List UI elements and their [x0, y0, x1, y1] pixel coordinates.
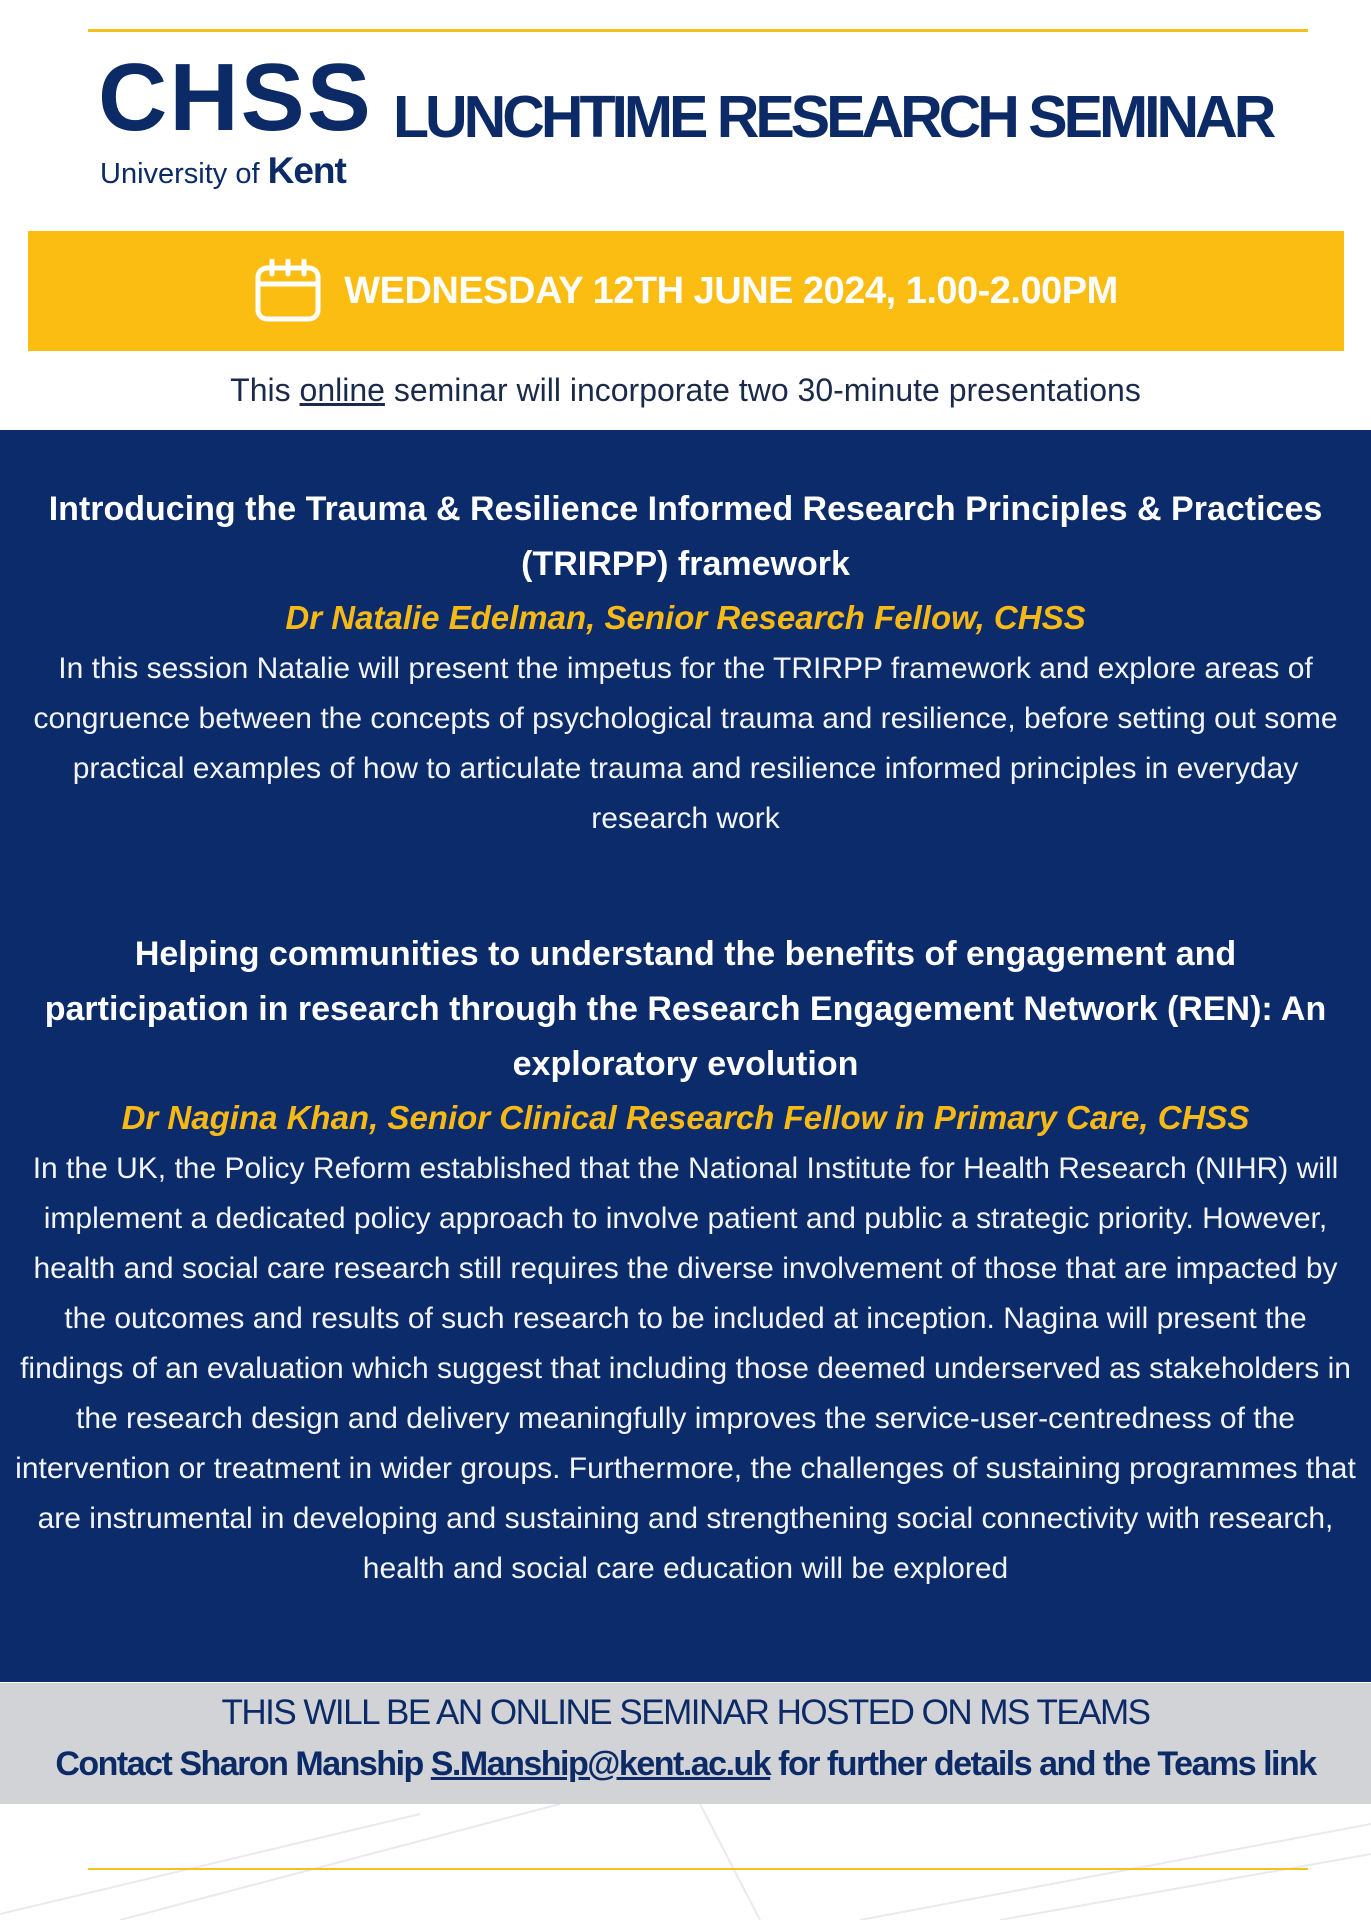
footer-banner [0, 1683, 1371, 1804]
university-prefix: University of [100, 158, 260, 190]
footer-contact [0, 1745, 1371, 1784]
intro-after: seminar will incorporate two 30-minute presentations [384, 372, 1141, 408]
intro-online: online [299, 372, 385, 408]
seminar-date: WEDNESDAY 12TH JUNE 2024, 1.00-2.00PM [344, 269, 1118, 312]
talk-2-speaker: Dr Nagina Khan, Senior Clinical Research Fellow in Primary Care, CHSS [121, 1099, 1250, 1136]
chss-logo: CHSS [98, 44, 373, 151]
bottom-divider [88, 1868, 1308, 1870]
intro-before: This [230, 372, 300, 408]
contact-before: Contact Sharon Manship [55, 1745, 431, 1783]
seminar-title: LUNCHTIME RESEARCH SEMINAR [393, 84, 1273, 150]
top-divider [88, 29, 1308, 32]
calendar-icon [254, 259, 322, 323]
talks-panel [0, 430, 1371, 1682]
talk-2 [0, 927, 1371, 1594]
university-name: Kent [267, 150, 346, 191]
contact-after: for further details and the Teams link [770, 1745, 1316, 1783]
talk-1-title: Introducing the Trauma & Resilience Informed Research Principles & Practices (TRIRPP) framework [48, 490, 1323, 583]
date-banner [28, 231, 1344, 351]
footer-online-notice: THIS WILL BE AN ONLINE SEMINAR HOSTED ON MS TEAMS [221, 1693, 1150, 1732]
talk-1-abstract: In this session Natalie will present the impetus for the TRIRPP framework and explore areas of congruence between the concepts of psychological trauma and resilience, before setting out some practical examples of how to articulate trauma and resilience informed principles in everyday research work [33, 652, 1338, 835]
talk-1 [0, 482, 1371, 844]
intro-text [0, 372, 1371, 409]
university-logo [100, 152, 346, 189]
decorative-lines [0, 1804, 1371, 1920]
talk-2-title: Helping communities to understand the benefits of engagement and participation in research through the Research Engagement Network (REN): An exploratory evolution [44, 935, 1327, 1083]
talk-1-speaker: Dr Natalie Edelman, Senior Research Fellow, CHSS [285, 599, 1086, 636]
contact-email-link[interactable]: S.Manship@kent.ac.uk [430, 1745, 771, 1783]
talk-2-abstract: In the UK, the Policy Reform established that the National Institute for Health Research (NIHR) will implement a dedicated policy approach to involve patient and public a strategic priority. However, health and social care research still requires the diverse involvement of those that are impacted by the outcomes and results of such research to be included at inception. Nagina will present the findings of an evaluation which suggest that including those deemed underserved as stakeholders in the research design and delivery meaningfully improves the service-user-centredness of the intervention or treatment in wider groups. Furthermore, the challenges of sustaining programmes that are instrumental in developing and sustaining and strengthening social connectivity with research, health and social care education will be explored [15, 1152, 1356, 1585]
